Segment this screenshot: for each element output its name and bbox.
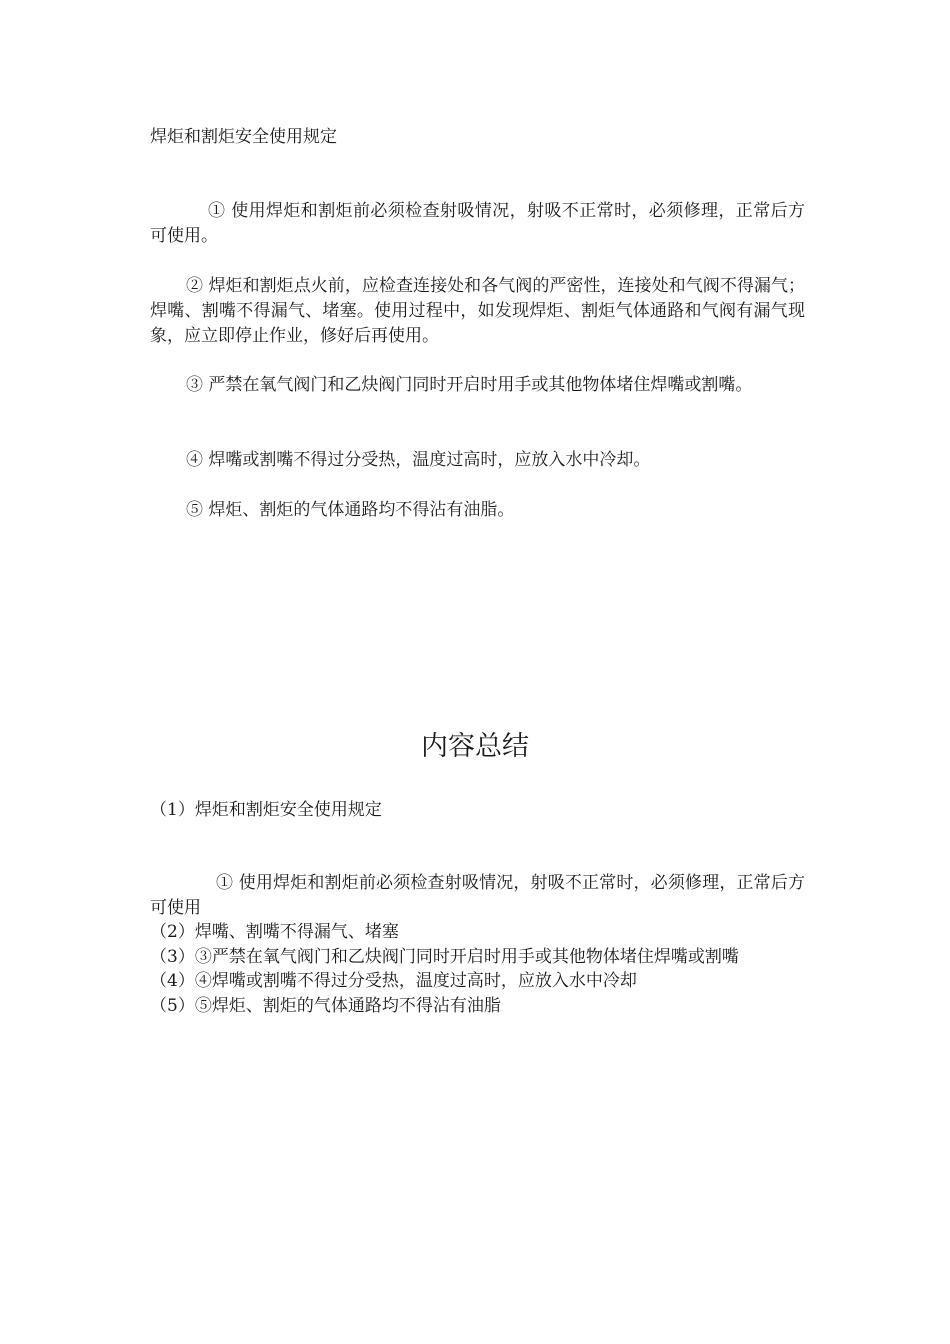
document-title: 焊炬和割炬安全使用规定 bbox=[150, 127, 337, 147]
summary-heading: （1）焊炬和割炬安全使用规定 bbox=[150, 800, 382, 820]
summary-item-3: （3）③严禁在氧气阀门和乙炔阀门同时开启时用手或其他物体堵住焊嘴或割嘴 bbox=[150, 946, 739, 967]
summary-item-5: （5）⑤焊炬、割炬的气体通路均不得沾有油脂 bbox=[150, 995, 501, 1016]
rule-paragraph-5: ⑤ 焊炬、割炬的气体通路均不得沾有油脂。 bbox=[186, 500, 515, 520]
summary-item-4: （4）④焊嘴或割嘴不得过分受热，温度过高时，应放入水中冷却 bbox=[150, 971, 637, 991]
rule-paragraph-1: ① 使用焊炬和割炬前必须检查射吸情况，射吸不正常时，必须修理，正常后方可使用。 bbox=[150, 201, 805, 246]
rule-paragraph-2: ② 焊炬和割炬点火前，应检查连接处和各气阀的严密性，连接处和气阀不得漏气；焊嘴、割嘴不得漏气、堵塞。使用过程中，如发现焊炬、割炬气体通路和气阀有漏气现象，应立即停止作业，修好后再使用。 bbox=[150, 276, 805, 346]
summary-item-2: （2）焊嘴、割嘴不得漏气、堵塞 bbox=[150, 922, 399, 942]
rule-paragraph-4: ④ 焊嘴或割嘴不得过分受热，温度过高时，应放入水中冷却。 bbox=[186, 450, 651, 470]
summary-list bbox=[150, 871, 805, 1018]
rule-paragraph-3: ③ 严禁在氧气阀门和乙炔阀门同时开启时用手或其他物体堵住焊嘴或割嘴。 bbox=[186, 375, 753, 395]
summary-title: 内容总结 bbox=[421, 731, 529, 762]
summary-item-1: ① 使用焊炬和割炬前必须检查射吸情况，射吸不正常时，必须修理，正常后方可使用 bbox=[150, 873, 805, 918]
